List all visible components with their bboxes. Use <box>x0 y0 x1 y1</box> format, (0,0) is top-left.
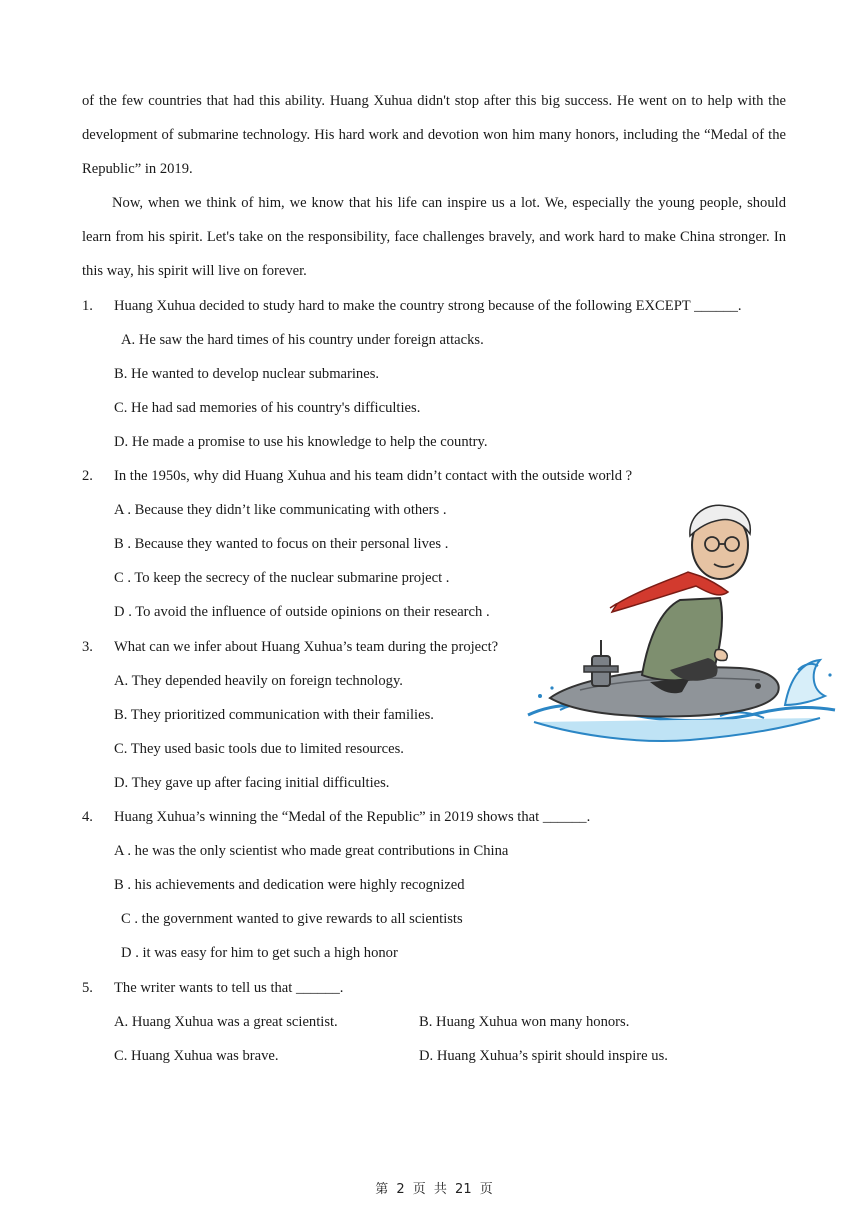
question-1-number: 1. <box>82 298 93 314</box>
question-3-option-c: C. They used basic tools due to limited resources. <box>114 741 404 757</box>
question-3-number: 3. <box>82 639 93 655</box>
scientist-on-submarine-illustration <box>520 500 842 750</box>
question-1-option-d: D. He made a promise to use his knowledge to help the country. <box>114 434 488 450</box>
question-5-option-c: C. Huang Xuhua was brave. <box>114 1048 279 1064</box>
question-5-option-d: D. Huang Xuhua’s spirit should inspire us. <box>419 1048 668 1064</box>
question-2-option-b: B . Because they wanted to focus on their personal lives . <box>114 536 449 552</box>
question-5-option-a: A. Huang Xuhua was a great scientist. <box>114 1014 338 1030</box>
scientist-figure <box>610 505 750 693</box>
question-4-option-a: A . he was the only scientist who made great contributions in China <box>114 843 509 859</box>
question-3-option-d: D. They gave up after facing initial difficulties. <box>114 775 390 791</box>
question-1-option-b: B. He wanted to develop nuclear submarines. <box>114 366 380 382</box>
question-2-option-c: C . To keep the secrecy of the nuclear submarine project . <box>114 570 450 586</box>
question-3-option-b: B. They prioritized communication with their families. <box>114 707 434 723</box>
question-4-stem: Huang Xuhua’s winning the “Medal of the Republic” in 2019 shows that ______. <box>114 809 591 825</box>
page-number-footer: 第 2 页 共 21 页 <box>375 1182 493 1197</box>
question-1-option-c: C. He had sad memories of his country's difficulties. <box>114 400 421 416</box>
question-2-stem: In the 1950s, why did Huang Xuhua and his team didn’t contact with the outside world ? <box>114 468 633 484</box>
question-3-stem: What can we infer about Huang Xuhua’s team during the project? <box>114 639 499 655</box>
question-1-stem: Huang Xuhua decided to study hard to make the country strong because of the following EXCEPT ______. <box>114 298 742 314</box>
question-4-number: 4. <box>82 809 93 825</box>
question-3-option-a: A. They depended heavily on foreign technology. <box>114 673 403 689</box>
question-5-number: 5. <box>82 980 93 996</box>
passage-paragraph-1: of the few countries that had this ability. Huang Xuhua didn't stop after this big success. He went on to help with the development of submarine technology. His hard work and devotion won him many honors, including the “Medal of the Republic” in 2019. <box>82 93 786 177</box>
question-4-option-b: B . his achievements and dedication were highly recognized <box>114 877 465 893</box>
question-2-number: 2. <box>82 468 93 484</box>
question-4-option-c: C . the government wanted to give rewards to all scientists <box>121 911 463 927</box>
question-2-option-d: D . To avoid the influence of outside opinions on their research . <box>114 604 490 620</box>
question-4-option-d: D . it was easy for him to get such a high honor <box>121 945 398 961</box>
passage-paragraph-2: Now, when we think of him, we know that his life can inspire us a lot. We, especially the young people, should learn from his spirit. Let's take on the responsibility, face challenges bravely, and work hard to make China stronger. In this way, his spirit will live on forever. <box>82 195 786 279</box>
question-5-stem: The writer wants to tell us that ______. <box>114 980 344 996</box>
question-2-option-a: A . Because they didn’t like communicating with others . <box>114 502 447 518</box>
question-5-option-b: B. Huang Xuhua won many honors. <box>419 1014 630 1030</box>
question-1-option-a: A. He saw the hard times of his country under foreign attacks. <box>121 332 484 348</box>
